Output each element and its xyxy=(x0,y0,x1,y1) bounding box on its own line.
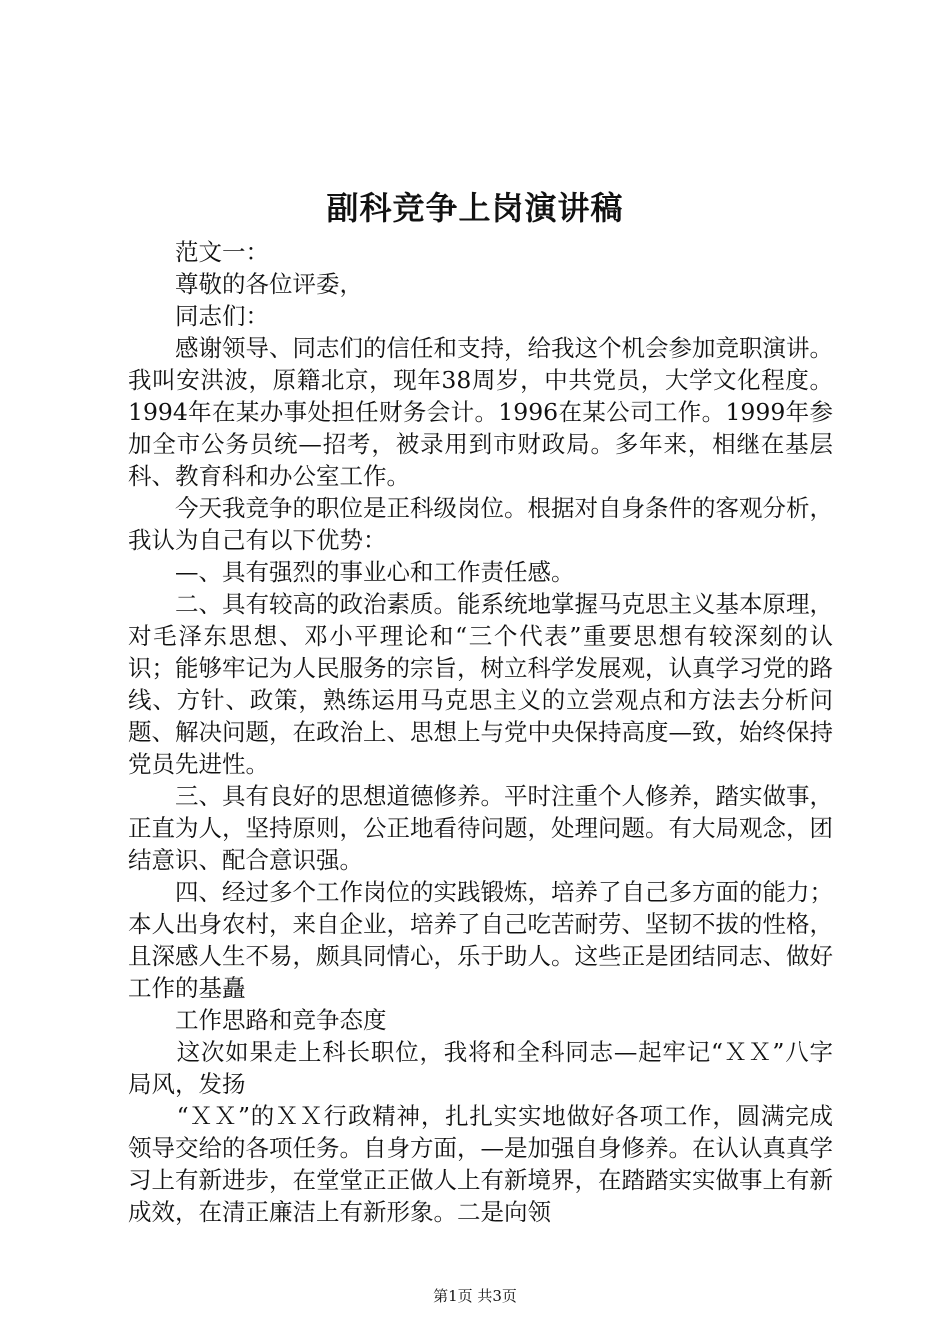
paragraph-advantage-2: 二、具有较高的政治素质。能系统地掌握马克思主义基本原理，对毛泽东思想、邓小平理论和“三个代表”重要思想有较深刻的认识；能够牢记为人民服务的宗旨，树立科学发展观，认真学习党的路线、方针、政策，熟练运用马克思主义的立尝观点和方法去分析问题、解决问题，在政治上、思想上与党中央保持高度—致，始终保持党员先进性。 xyxy=(128,590,833,778)
paragraph-introduction: 感谢领导、同志们的信任和支持，给我这个机会参加竞职演讲。我叫安洪波，原籍北京，现年38周岁，中共党员，大学文化程度。1994年在某办事处担任财务会计。1996在某公司工作。1999年参加全市公务员统—招考，被录用到市财政局。多年来，相继在基层科、教育科和办公室工作。 xyxy=(128,334,833,490)
paragraph-plan-2: “ＸＸ”的ＸＸ行政精神，扎扎实实地做好各项工作，圆满完成领导交给的各项任务。自身方面，—是加强自身修养。在认认真真学习上有新进步，在堂堂正正做人上有新境界，在踏踏实实做事上有新成效，在清正廉洁上有新形象。二是向领 xyxy=(128,1102,833,1226)
paragraph-plan-1: 这次如果走上科长职位，我将和全科同志—起牢记“ＸＸ”八字局风，发扬 xyxy=(128,1038,833,1098)
paragraph-advantage-4: 四、经过多个工作岗位的实践锻炼，培养了自己多方面的能力；本人出身农村，来自企业，培养了自己吃苦耐劳、坚韧不拔的性格，且深感人生不易，颇具同情心，乐于助人。这些正是团结同志、做好工作的基矗 xyxy=(128,878,833,1002)
document-body xyxy=(128,236,833,1228)
document-title: 副科竞争上岗演讲稿 xyxy=(326,189,624,227)
paragraph-advantage-3: 三、具有良好的思想道德修养。平时注重个人修养，踏实做事，正直为人，坚持原则，公正地看待问题，处理问题。有大局观念，团结意识、配合意识强。 xyxy=(128,782,833,874)
page-number-footer: 第1页 共3页 xyxy=(433,1287,517,1305)
paragraph-salutation-comrades: 同志们： xyxy=(128,302,269,330)
paragraph-section-heading: 工作思路和竞争态度 xyxy=(128,1006,387,1034)
paragraph-position: 今天我竞争的职位是正科级岗位。根据对自身条件的客观分析，我认为自己有以下优势： xyxy=(128,494,833,554)
paragraph-salutation-judges: 尊敬的各位评委， xyxy=(128,270,363,298)
paragraph-salutation-sample: 范文一： xyxy=(128,238,269,266)
paragraph-advantage-1: —、具有强烈的事业心和工作责任感。 xyxy=(128,558,575,586)
